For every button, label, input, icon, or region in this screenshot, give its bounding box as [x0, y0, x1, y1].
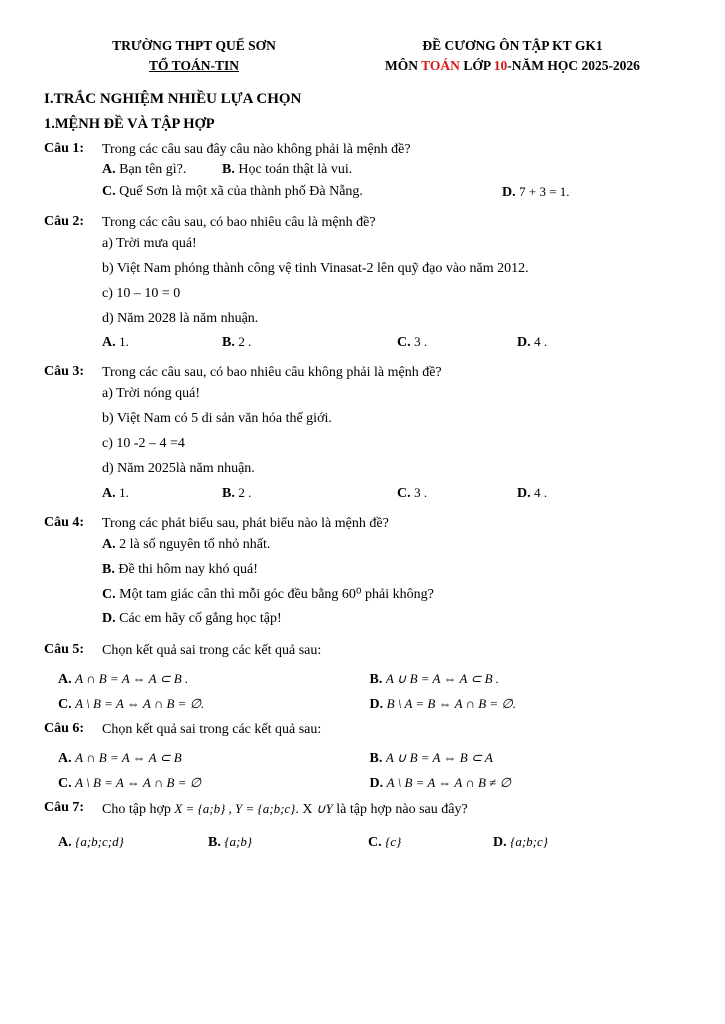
option-c-key: C.: [102, 184, 116, 200]
header-left-block: [44, 36, 344, 75]
subject-prefix: MÔN: [385, 57, 422, 73]
option-a[interactable]: [58, 671, 370, 688]
option-a-key: A.: [58, 835, 72, 851]
option-a[interactable]: [102, 485, 222, 502]
question-6-header: [44, 721, 681, 746]
question-3-options: [102, 485, 681, 502]
option-b-text: 2 .: [238, 334, 252, 350]
header-right-block: [344, 36, 681, 75]
question-7-options: [44, 834, 681, 851]
option-a-text: 2 là số nguyên tố nhỏ nhất.: [119, 536, 271, 552]
option-c-key: C.: [58, 697, 72, 713]
section-title-part1: I.TRẮC NGHIỆM NHIỀU LỰA CHỌN: [44, 91, 302, 108]
question-6-options-row-1: [44, 750, 681, 767]
option-d-key: D.: [517, 335, 531, 351]
option-a-key: A.: [102, 485, 116, 501]
option-a-key: A.: [102, 162, 116, 178]
option-a-key: A.: [102, 536, 116, 552]
question-6-options-row-2: [44, 775, 681, 792]
question-4-stem: Trong các phát biểu sau, phát biểu nào là mệnh đề?: [102, 515, 389, 531]
option-c[interactable]: [58, 696, 370, 713]
school-name: TRƯỜNG THPT QUẾ SƠN: [112, 38, 276, 53]
option-d-text: 4 .: [534, 334, 548, 350]
option-d-text: 4 .: [534, 484, 548, 500]
question-1-body: [102, 141, 681, 207]
question-5-header: [44, 642, 681, 667]
option-c-text: Quế Sơn là một xã của thành phố Đà Nẵng.: [119, 184, 363, 200]
option-b[interactable]: [222, 485, 397, 502]
option-c-key: C.: [102, 586, 116, 602]
option-d[interactable]: [370, 775, 682, 792]
section-title-topic1: 1.MỆNH ĐỀ VÀ TẬP HỢP: [44, 116, 215, 133]
option-c-text: A \ B = A ⇔ A ∩ B = ∅: [75, 775, 202, 791]
question-7: [44, 800, 681, 851]
option-a[interactable]: [102, 162, 222, 178]
question-5-options-row-1: [44, 671, 681, 688]
question-2-options: [102, 334, 681, 351]
option-b[interactable]: [222, 162, 352, 178]
question-6: [44, 721, 681, 792]
option-d-key: D.: [502, 185, 516, 201]
option-c-key: C.: [58, 776, 72, 792]
question-2-stem: Trong các câu sau, có bao nhiêu câu là mệnh đề?: [102, 215, 376, 231]
option-d[interactable]: [517, 334, 547, 351]
option-b-key: B.: [369, 751, 383, 767]
option-a[interactable]: [58, 750, 370, 767]
option-c-key: C.: [397, 335, 411, 351]
question-3-item-d: d) Năm 2025là năm nhuận.: [102, 461, 255, 477]
question-7-stem-prefix: Cho tập hợp: [102, 802, 175, 818]
option-b-key: B.: [102, 561, 115, 577]
document-title: ĐỀ CƯƠNG ÔN TẬP KT GK1: [422, 38, 603, 53]
question-3-label: Câu 3:: [44, 364, 85, 380]
question-3: [44, 364, 681, 507]
option-b-key: B.: [222, 162, 235, 178]
option-a-text: A ∩ B = A ⇔ A ⊂ B: [75, 750, 182, 766]
option-d-text: A \ B = A ⇔ A ∩ B ≠ ∅: [386, 775, 511, 791]
question-7-stem-middle: . X: [295, 802, 317, 818]
question-7-stem: [102, 800, 468, 820]
option-a-key: A.: [58, 751, 72, 767]
option-d-key: D.: [493, 835, 507, 851]
option-a-text: Bạn tên gì?.: [119, 162, 187, 178]
question-2-item-d: d) Năm 2028 là năm nhuận.: [102, 310, 259, 326]
question-4-label: Câu 4:: [44, 514, 85, 530]
option-b[interactable]: [370, 671, 682, 688]
option-b[interactable]: [370, 750, 682, 767]
option-b[interactable]: [102, 561, 681, 580]
question-2: [44, 214, 681, 357]
option-c-text: {c}: [385, 834, 402, 850]
question-7-label: Câu 7:: [44, 800, 85, 816]
option-a-key: A.: [58, 672, 72, 688]
option-b[interactable]: [208, 834, 368, 851]
question-2-item-b: b) Việt Nam phóng thành công vệ tinh Vinasat-2 lên quỹ đạo vào năm 2012.: [102, 260, 529, 276]
option-d-text: {a;b;c}: [510, 834, 548, 850]
option-d-key: D.: [369, 776, 384, 792]
option-a[interactable]: [102, 334, 222, 351]
option-a-text: A ∩ B = A ⇔ A ⊂ B .: [75, 671, 189, 687]
option-d[interactable]: [493, 834, 548, 851]
option-c[interactable]: [102, 586, 681, 605]
question-7-stem-suffix: là tập hợp nào sau đây?: [332, 802, 468, 818]
question-7-header: [44, 800, 681, 826]
question-5-stem: Chọn kết quả sai trong các kết quả sau:: [102, 643, 322, 659]
option-c-key: C.: [397, 485, 411, 501]
option-b-text: A ∪ B = A ⇔ A ⊂ B .: [385, 671, 500, 687]
question-6-stem: Chọn kết quả sai trong các kết quả sau:: [102, 722, 322, 738]
option-c-text: 3 .: [414, 484, 428, 500]
question-2-item-a: a) Trời mưa quá!: [102, 235, 197, 251]
option-b-key: B.: [222, 485, 235, 501]
question-1: [44, 141, 681, 207]
question-2-label: Câu 2:: [44, 214, 85, 230]
question-1-options-row-2: [102, 184, 681, 201]
question-5: [44, 642, 681, 713]
option-d-key: D.: [102, 611, 116, 627]
option-d[interactable]: [517, 485, 547, 502]
option-b-text: {a;b}: [224, 834, 253, 850]
option-a[interactable]: [102, 536, 681, 555]
option-c-text: Một tam giác cân thì mỗi góc đều bằng 60⁰ phải không?: [119, 586, 434, 602]
option-a-key: A.: [102, 335, 116, 351]
option-d-text: 7 + 3 = 1.: [519, 184, 570, 200]
document-subject-line: [344, 56, 681, 76]
option-a[interactable]: [58, 834, 208, 851]
option-c[interactable]: [397, 334, 517, 351]
option-d-key: D.: [517, 485, 531, 501]
option-b-key: B.: [369, 672, 383, 688]
option-b-text: A ∪ B = A ⇔ B ⊂ A: [385, 750, 493, 766]
question-5-label: Câu 5:: [44, 642, 85, 658]
option-c-text: A \ B = A ⇔ A ∩ B = ∅.: [75, 696, 205, 712]
option-d-key: D.: [369, 697, 384, 713]
document-header: [44, 36, 681, 75]
question-3-item-c: c) 10 -2 – 4 =4: [102, 436, 185, 452]
question-3-body: [102, 364, 681, 507]
option-d[interactable]: [102, 610, 681, 629]
question-2-item-c: c) 10 – 10 = 0: [102, 285, 181, 301]
option-a-text: {a;b;c;d}: [75, 834, 124, 850]
question-7-stem-symbol: ∪Y: [316, 801, 333, 817]
question-3-stem: Trong các câu sau, có bao nhiêu câu không phải là mệnh đề?: [102, 365, 442, 381]
question-4-body: [102, 515, 681, 635]
question-3-item-b: b) Việt Nam có 5 di sản văn hóa thế giới.: [102, 411, 332, 427]
question-3-item-a: a) Trời nóng quá!: [102, 386, 201, 402]
option-c[interactable]: [58, 775, 370, 792]
question-1-label: Câu 1:: [44, 141, 85, 157]
option-b-text: 2 .: [238, 484, 252, 500]
question-7-stem-math: X = {a;b} , Y = {a;b;c}: [174, 801, 296, 817]
option-b[interactable]: [222, 334, 397, 351]
option-a-text: 1.: [119, 334, 129, 350]
option-b-key: B.: [222, 335, 235, 351]
option-b-text: Đề thi hôm nay khó quá!: [118, 561, 258, 577]
option-d-text: B \ A = B ⇔ A ∩ B = ∅.: [386, 696, 517, 712]
grade-number: 10: [493, 57, 508, 73]
question-1-options-row-1: [102, 162, 681, 178]
subject-name: TOÁN: [421, 57, 460, 73]
option-c-key: C.: [368, 835, 382, 851]
option-c-text: 3 .: [414, 334, 428, 350]
option-c[interactable]: [368, 834, 493, 851]
option-c[interactable]: [397, 485, 517, 502]
option-b-key: B.: [208, 835, 221, 851]
option-c[interactable]: [102, 184, 502, 201]
department-name: TỔ TOÁN-TIN: [149, 57, 239, 73]
question-1-stem: Trong các câu sau đây câu nào không phải là mệnh đề?: [102, 142, 411, 158]
question-5-options-row-2: [44, 696, 681, 713]
subject-suffix: -NĂM HỌC 2025-2026: [507, 57, 640, 73]
option-d[interactable]: [502, 184, 570, 201]
question-6-label: Câu 6:: [44, 721, 85, 737]
option-d-text: Các em hãy cố gắng học tập!: [119, 611, 282, 627]
option-a-text: 1.: [119, 484, 129, 500]
option-d[interactable]: [370, 696, 682, 713]
subject-middle: LỚP: [459, 57, 494, 73]
question-2-body: [102, 214, 681, 357]
question-4: [44, 515, 681, 635]
option-b-text: Học toán thật là vui.: [238, 162, 353, 178]
